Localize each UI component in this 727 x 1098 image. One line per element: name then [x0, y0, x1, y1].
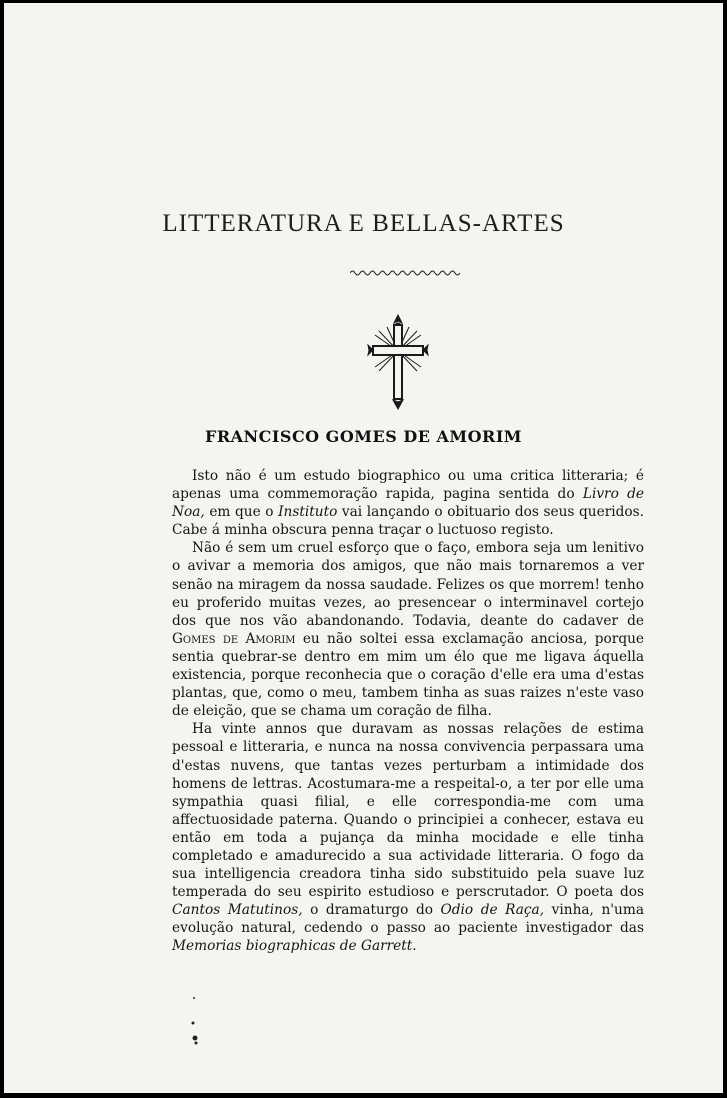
decorated-cross-icon [367, 313, 429, 411]
section-header: LITTERATURA E BELLAS-ARTES [162, 210, 565, 237]
paragraph-2: Não é sem um cruel esforço que o faço, embora seja um lenitivo o avivar a memoria dos amigos, que não mais tornaremos a ver senão na miragem da nossa saudade. Felizes os que morrem! tenho eu proferido muitas vezes, ao presencear o interminavel cortejo dos que nos vão abandonando. Todavia, deante do cadaver de Gomes de Amorim eu não soltei essa exclamação anciosa, porque sentia quebrar-se dentro em mim um élo que me ligava áquella existencia, porque reconhecia que o coração d'elle era uma d'estas plantas, que, como o meu, tambem tinha as suas raizes n'este vaso de eleição, que se chama um coração de filha. [172, 540, 645, 720]
wavy-line-divider [350, 269, 460, 277]
paragraph-1: Isto não é um estudo biographico ou uma critica litteraria; é apenas uma commemoração rapida, pagina sentida do Livro de Noa, em que o Instituto vai lançando o obituario dos seus queridos. Cabe á minha obscura penna traçar o luctuoso registo. [172, 468, 644, 539]
article-body [172, 467, 644, 956]
article-title: FRANCISCO GOMES DE AMORIM [204, 427, 523, 446]
book-page [4, 3, 723, 1093]
paragraph-3: Ha vinte annos que duravam as nossas relações de estima pessoal e litteraria, e nunca na nossa convivencia perpassara uma d'estas nuvens, que tantas vezes perturbam a intimidade dos homens de lettras. Acostumara-me a respeital-o, a ter por elle uma sympathia quasi filial, e elle correspondia-me com uma affectuosidade paterna. Quando o principiei a conhecer, estava eu então em toda a pujança da minha mocidade e elle tinha completado e amadurecido a sua actividade litteraria. O fogo da sua intelligencia creadora tinha sido substituido pela suave luz temperada do seu espirito estudioso e perscrutador. O poeta dos Cantos Matutinos, o dramaturgo do Odio de Raça, vinha, n'uma evolução natural, cedendo o passo ao paciente investigador das Memorias biographicas de Garrett. [172, 721, 644, 955]
paper-specks [184, 993, 204, 1053]
